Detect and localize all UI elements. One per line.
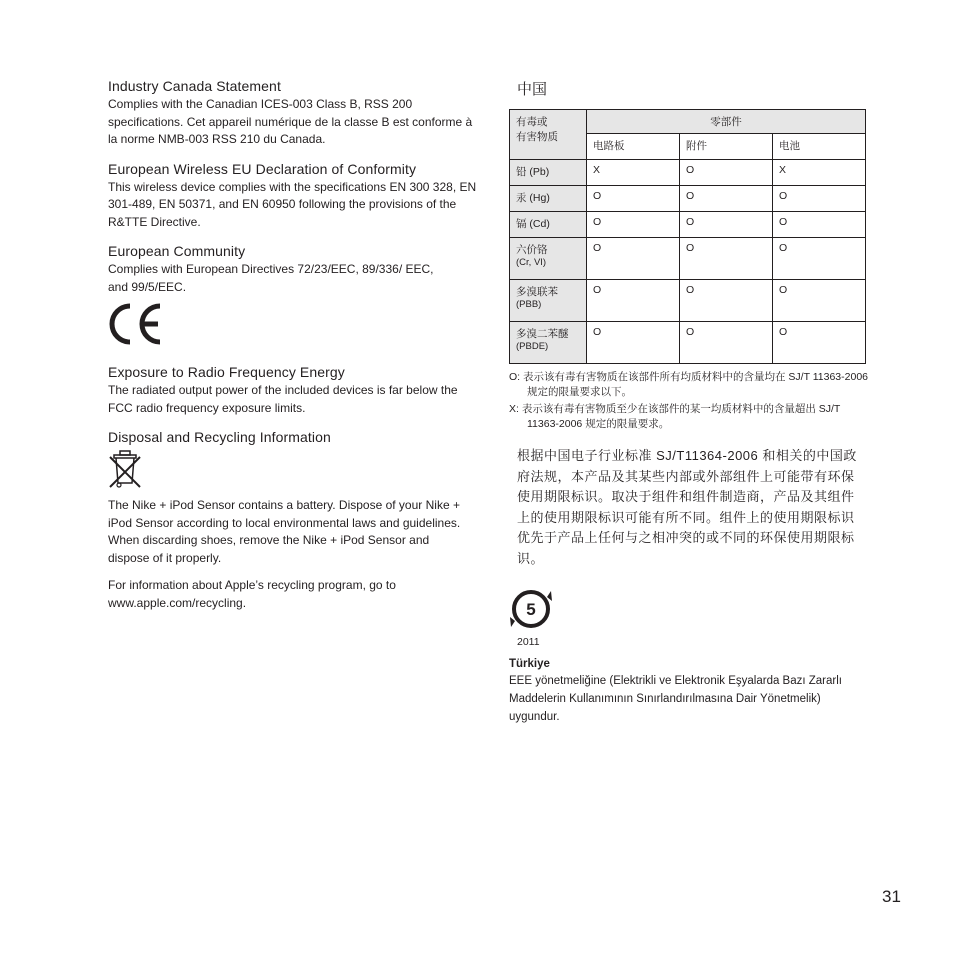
hazardous-substances-table (509, 109, 866, 364)
section-title: Exposure to Radio Frequency Energy (108, 364, 345, 380)
right-column (509, 78, 869, 726)
substance-label: 六价铬 (516, 244, 548, 256)
section-title: Industry Canada Statement (108, 78, 281, 94)
efup-year: 2011 (517, 636, 540, 648)
substance-name (510, 238, 587, 280)
china-paragraph: 根据中国电子行业标准 SJ/T11364-2006 和相关的中国政府法规，本产品及其某些内部或外部组件上可能带有环保使用期限标识。取决于组件和组件制造商，产品及其组件上的使用期限标识可能有所不同。组件上的使用期限标识优先于产品上任何与之相冲突的或不同的环保使用期限标识。 (517, 448, 857, 566)
industry-canada-section (108, 78, 478, 149)
table-cell: O (773, 212, 866, 238)
table-cell: O (680, 238, 773, 280)
efup-number: 5 (526, 600, 536, 619)
section-title: Disposal and Recycling Information (108, 429, 331, 445)
substance-name: 汞 (Hg) (510, 186, 587, 212)
table-cell: O (773, 280, 866, 322)
table-cell: X (587, 160, 680, 186)
parts-header: 零部件 (587, 110, 866, 134)
section-body: Complies with European Directives 72/23/EEC, 89/336/ EEC, and 99/5/EEC. (108, 262, 434, 294)
table-cell: O (680, 280, 773, 322)
column-header: 附件 (680, 134, 773, 160)
substance-name (510, 280, 587, 322)
recycling-note: For information about Apple’s recycling program, go to www.apple.com/recycling. (108, 578, 396, 610)
corner-line: 有害物质 (516, 131, 558, 143)
table-row (510, 186, 866, 212)
table-cell: O (680, 160, 773, 186)
efup-5-year-icon (509, 587, 553, 631)
table-cell: X (773, 160, 866, 186)
section-title: European Community (108, 243, 246, 259)
section-title: European Wireless EU Declaration of Conformity (108, 160, 417, 177)
table-cell: O (680, 322, 773, 364)
substance-label: 多溴二苯醚 (516, 328, 569, 340)
table-row (510, 322, 866, 364)
european-community-section (108, 243, 478, 296)
disposal-section (108, 429, 478, 567)
substance-formula: (Cr, VI) (516, 257, 547, 268)
table-row (510, 238, 866, 280)
table-cell: O (587, 238, 680, 280)
column-header: 电路板 (587, 134, 680, 160)
china-title: 中国 (517, 81, 548, 98)
table-row (510, 212, 866, 238)
substance-formula: (PBB) (516, 299, 542, 310)
table-cell: O (680, 212, 773, 238)
substance-formula: (PBDE) (516, 341, 549, 352)
section-body: The Nike + iPod Sensor contains a battery. Dispose of your Nike + iPod Sensor according to local environmental laws and guidelines. When discarding shoes, remove the Nike + iPod Sensor and dispose of it properly. (108, 498, 461, 565)
rf-exposure-section (108, 364, 478, 417)
page-number: 31 (882, 887, 901, 906)
table-cell: O (773, 238, 866, 280)
note-x: X: 表示该有毒有害物质至少在该部件的某一均质材料中的含量超出 SJ/T 11363-2006 规定的限量要求。 (509, 403, 841, 430)
turkey-title: Türkiye (509, 658, 550, 670)
table-cell: O (587, 322, 680, 364)
corner-line: 有毒或 (516, 116, 548, 128)
table-cell: O (587, 212, 680, 238)
substance-name: 镉 (Cd) (510, 212, 587, 238)
table-cell: O (680, 186, 773, 212)
table-cell: O (773, 322, 866, 364)
table-cell: O (587, 280, 680, 322)
section-body: The radiated output power of the included devices is far below the FCC radio frequency exposure limits. (108, 383, 458, 415)
substance-name (510, 322, 587, 364)
eu-wireless-section (108, 161, 478, 232)
section-body: Complies with the Canadian ICES-003 Class B, RSS 200 specifications. Cet appareil numérique de la classe B est conforme à la norme NMB-003 RSS 210 du Canada. (108, 97, 473, 146)
ce-mark-icon (108, 302, 164, 346)
column-header: 电池 (773, 134, 866, 160)
left-column (108, 78, 478, 612)
turkey-text: EEE yönetmeliğine (Elektrikli ve Elektronik Eşyalarda Bazı Zararlı Maddelerin Kullanımının Sınırlandırılmasına Dair Yönetmelik) uygundur. (509, 675, 842, 723)
section-body: This wireless device complies with the specifications EN 300 328, EN 301-489, EN 50371, and EN 60950 following the provisions of the R&TTE Directive. (108, 179, 477, 229)
substance-name: 铅 (Pb) (510, 160, 587, 186)
table-row (510, 280, 866, 322)
note-o: O: 表示该有毒有害物质在该部件所有均质材料中的含量均在 SJ/T 11363-2006 规定的限量要求以下。 (509, 371, 869, 398)
table-cell: O (773, 186, 866, 212)
substance-label: 多溴联苯 (516, 286, 558, 298)
table-row (510, 160, 866, 186)
corner-header (510, 110, 587, 160)
table-cell: O (587, 186, 680, 212)
crossed-out-bin-icon (108, 449, 142, 489)
table-notes (509, 370, 869, 432)
